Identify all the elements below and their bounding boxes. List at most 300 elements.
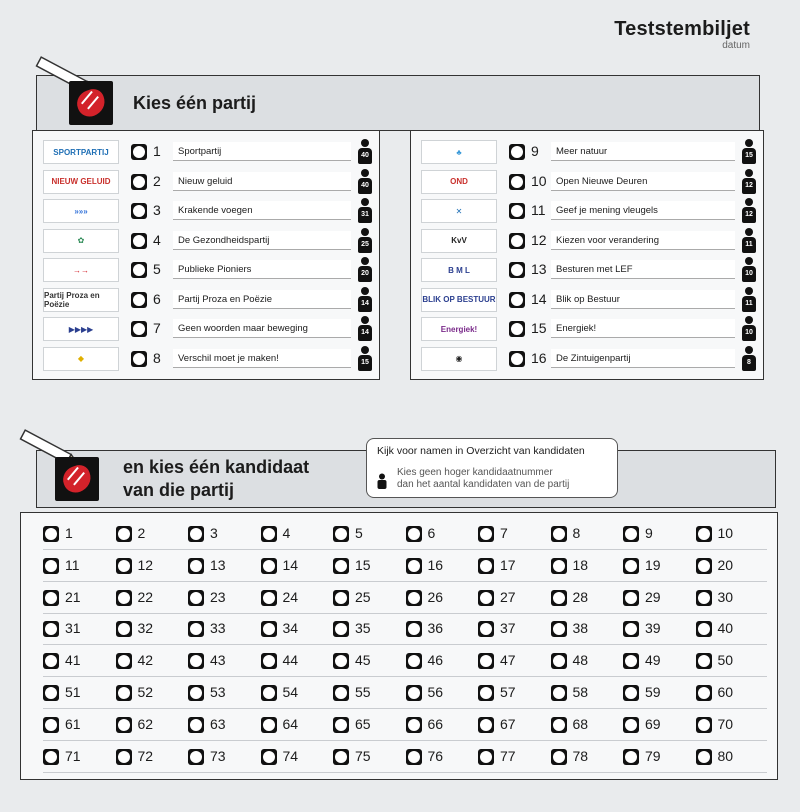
candidate-checkbox[interactable] [261, 653, 277, 669]
candidate-number: 16 [427, 556, 444, 573]
candidate-checkbox[interactable] [406, 653, 422, 669]
candidate-checkbox[interactable] [43, 653, 59, 669]
candidate-number: 1 [65, 525, 73, 541]
candidate-checkbox[interactable] [551, 717, 567, 733]
candidate-heading-line2: van die partij [123, 480, 235, 500]
candidate-checkbox[interactable] [261, 590, 277, 606]
candidate-count-icon [741, 198, 757, 224]
candidate-checkbox[interactable] [116, 653, 132, 669]
candidate-option[interactable] [406, 588, 478, 610]
ballot-date-label: datum [722, 40, 750, 51]
candidate-option[interactable] [551, 619, 623, 641]
party-checkbox[interactable] [131, 203, 147, 219]
candidate-option[interactable] [551, 588, 623, 610]
candidate-checkbox[interactable] [551, 749, 567, 765]
party-number: 12 [531, 231, 547, 248]
candidate-option[interactable] [188, 651, 260, 673]
candidate-checkbox[interactable] [551, 558, 567, 574]
candidate-option[interactable] [261, 715, 333, 737]
party-number: 11 [531, 202, 546, 218]
candidate-option[interactable] [261, 524, 333, 546]
candidate-checkbox[interactable] [116, 685, 132, 701]
candidate-checkbox[interactable] [188, 558, 204, 574]
candidate-number: 29 [645, 588, 661, 605]
candidate-checkbox[interactable] [261, 526, 277, 542]
candidate-count: 15 [358, 355, 372, 371]
party-checkbox[interactable] [509, 321, 525, 337]
candidate-option[interactable] [333, 524, 405, 546]
party-row[interactable] [411, 196, 763, 225]
candidate-number: 27 [500, 588, 516, 605]
candidate-checkbox[interactable] [333, 685, 349, 701]
candidate-checkbox[interactable] [333, 653, 349, 669]
person-head [361, 257, 369, 265]
candidate-checkbox[interactable] [261, 685, 277, 701]
candidate-option[interactable] [188, 715, 260, 737]
candidate-number: 65 [355, 715, 371, 732]
candidate-option[interactable] [261, 619, 333, 641]
candidate-checkbox[interactable] [43, 749, 59, 765]
candidate-count: 10 [742, 266, 756, 282]
party-name: Blik op Bestuur [551, 290, 735, 309]
candidate-checkbox[interactable] [406, 717, 422, 733]
candidate-checkbox[interactable] [478, 717, 494, 733]
candidate-checkbox[interactable] [261, 749, 277, 765]
candidate-option[interactable] [333, 651, 405, 673]
party-row[interactable] [411, 167, 763, 196]
candidate-checkbox[interactable] [43, 590, 59, 606]
candidate-count: 40 [358, 178, 372, 194]
candidate-option[interactable] [551, 556, 623, 578]
party-logo: ♣ [421, 140, 497, 164]
candidate-count: 10 [742, 325, 756, 341]
candidate-number: 10 [717, 525, 734, 541]
party-number: 3 [153, 202, 161, 218]
candidate-checkbox[interactable] [478, 558, 494, 574]
candidate-number: 19 [645, 556, 661, 573]
candidate-number: 2 [137, 525, 146, 541]
candidate-checkbox[interactable] [43, 717, 59, 733]
party-row[interactable] [33, 226, 379, 255]
candidate-option[interactable] [406, 651, 478, 673]
candidate-checkbox[interactable] [188, 653, 204, 669]
party-row[interactable] [33, 344, 379, 373]
party-checkbox[interactable] [509, 144, 525, 160]
candidate-checkbox[interactable] [623, 526, 639, 542]
candidate-option[interactable] [406, 715, 478, 737]
candidate-row [43, 519, 767, 550]
candidate-option[interactable] [116, 556, 188, 578]
party-checkbox[interactable] [509, 203, 525, 219]
candidate-option[interactable] [696, 556, 768, 578]
candidate-number: 32 [137, 620, 154, 637]
party-row[interactable] [33, 196, 379, 225]
candidate-row [43, 551, 767, 582]
candidate-count: 11 [742, 296, 756, 312]
candidate-checkbox[interactable] [116, 717, 132, 733]
candidate-number: 76 [427, 747, 444, 764]
candidate-option[interactable] [188, 556, 260, 578]
candidate-option[interactable] [478, 619, 550, 641]
candidate-option[interactable] [406, 524, 478, 546]
candidate-number: 78 [572, 747, 589, 764]
party-number: 2 [153, 172, 161, 189]
candidate-number: 57 [500, 684, 516, 700]
person-icon [377, 473, 387, 489]
party-row[interactable] [411, 285, 763, 314]
candidate-number: 17 [500, 556, 516, 573]
party-row[interactable] [411, 226, 763, 255]
candidate-number: 40 [717, 620, 734, 637]
candidate-option[interactable] [188, 683, 260, 705]
party-checkbox[interactable] [509, 233, 525, 249]
candidate-checkbox[interactable] [478, 526, 494, 542]
candidate-checkbox[interactable] [623, 621, 639, 637]
candidate-number: 52 [137, 684, 154, 700]
callout-rule [397, 467, 569, 491]
party-number: 4 [153, 231, 161, 248]
candidate-checkbox[interactable] [43, 558, 59, 574]
candidate-number: 55 [355, 684, 371, 700]
candidate-checkbox[interactable] [551, 526, 567, 542]
candidate-number: 20 [717, 556, 734, 573]
party-row[interactable] [411, 137, 763, 166]
party-checkbox[interactable] [131, 321, 147, 337]
candidate-option[interactable] [43, 556, 115, 578]
candidate-option[interactable] [116, 619, 188, 641]
party-name: De Gezondheidspartij [173, 231, 351, 250]
candidate-number: 5 [355, 525, 363, 541]
candidate-option[interactable] [623, 715, 695, 737]
candidate-number: 35 [355, 620, 371, 637]
candidate-checkbox[interactable] [623, 685, 639, 701]
candidate-option[interactable] [188, 619, 260, 641]
candidate-number: 33 [210, 620, 226, 637]
candidate-number: 69 [645, 715, 661, 732]
party-logo: OND [421, 170, 497, 194]
candidate-option[interactable] [696, 588, 768, 610]
candidate-checkbox[interactable] [551, 685, 567, 701]
candidate-option[interactable] [43, 524, 115, 546]
candidate-option[interactable] [43, 619, 115, 641]
party-logo: Partij Proza en Poëzie [43, 288, 119, 312]
person-head [745, 198, 753, 206]
candidate-option[interactable] [333, 715, 405, 737]
candidate-option[interactable] [623, 524, 695, 546]
candidate-number: 62 [137, 715, 154, 732]
party-logo: NIEUW GELUID [43, 170, 119, 194]
candidate-row [43, 646, 767, 677]
candidate-checkbox[interactable] [333, 717, 349, 733]
candidate-option[interactable] [261, 683, 333, 705]
candidate-checkbox[interactable] [116, 558, 132, 574]
person-head [745, 287, 753, 295]
candidate-checkbox[interactable] [623, 749, 639, 765]
candidate-checkbox[interactable] [478, 653, 494, 669]
candidate-checkbox[interactable] [188, 526, 204, 542]
candidate-count: 15 [742, 148, 756, 164]
candidate-checkbox[interactable] [43, 685, 59, 701]
candidate-checkbox[interactable] [406, 685, 422, 701]
party-name: Partij Proza en Poëzie [173, 290, 351, 309]
party-row[interactable] [33, 167, 379, 196]
candidate-number: 66 [427, 715, 444, 732]
candidate-number: 9 [645, 525, 653, 541]
person-head [361, 169, 369, 177]
candidate-count-icon [741, 169, 757, 195]
candidate-checkbox[interactable] [261, 717, 277, 733]
candidate-heading-line1: en kies één kandidaat [123, 457, 310, 477]
candidate-option[interactable] [551, 715, 623, 737]
candidate-count-icon [741, 257, 757, 283]
party-logo: ◉ [421, 347, 497, 371]
candidate-checkbox[interactable] [406, 558, 422, 574]
candidate-checkbox[interactable] [116, 749, 132, 765]
candidate-option[interactable] [623, 556, 695, 578]
party-checkbox[interactable] [131, 351, 147, 367]
candidate-count-icon [741, 346, 757, 372]
candidate-checkbox[interactable] [478, 749, 494, 765]
candidate-option[interactable] [261, 556, 333, 578]
candidate-checkbox[interactable] [406, 621, 422, 637]
candidate-checkbox[interactable] [623, 590, 639, 606]
candidate-checkbox[interactable] [623, 717, 639, 733]
callout-line1: Kijk voor namen in Overzicht van kandidaten [377, 445, 585, 457]
candidate-count-icon [357, 169, 373, 195]
party-logo: ✿ [43, 229, 119, 253]
party-list-left [32, 130, 380, 380]
party-name: Besturen met LEF [551, 260, 735, 279]
candidate-option[interactable] [406, 683, 478, 705]
candidate-checkbox[interactable] [188, 717, 204, 733]
candidate-option[interactable] [43, 715, 115, 737]
candidate-number: 24 [282, 588, 299, 605]
candidate-checkbox[interactable] [478, 685, 494, 701]
candidate-option[interactable] [116, 715, 188, 737]
candidate-option[interactable] [551, 747, 623, 769]
candidate-checkbox[interactable] [188, 685, 204, 701]
candidate-checkbox[interactable] [696, 621, 712, 637]
candidate-option[interactable] [116, 651, 188, 673]
voting-hand-icon [69, 81, 113, 125]
candidate-checkbox[interactable] [188, 590, 204, 606]
party-row[interactable] [411, 255, 763, 284]
person-head [361, 316, 369, 324]
candidate-option[interactable] [696, 683, 768, 705]
party-checkbox[interactable] [131, 144, 147, 160]
candidate-row [43, 742, 767, 773]
candidate-checkbox[interactable] [116, 621, 132, 637]
party-checkbox[interactable] [131, 174, 147, 190]
candidate-checkbox[interactable] [333, 749, 349, 765]
candidate-checkbox[interactable] [696, 717, 712, 733]
candidate-option[interactable] [696, 715, 768, 737]
person-head [361, 139, 369, 147]
candidate-section-heading [123, 456, 309, 502]
candidate-checkbox[interactable] [551, 590, 567, 606]
candidate-checkbox[interactable] [43, 621, 59, 637]
candidate-checkbox[interactable] [478, 621, 494, 637]
candidate-checkbox[interactable] [623, 653, 639, 669]
candidate-option[interactable] [551, 524, 623, 546]
candidate-option[interactable] [478, 747, 550, 769]
candidate-checkbox[interactable] [406, 749, 422, 765]
candidate-checkbox[interactable] [188, 749, 204, 765]
party-number: 8 [153, 349, 161, 366]
party-name: Geen woorden maar beweging [173, 319, 351, 338]
callout-line3: dan het aantal kandidaten van de partij [397, 479, 570, 490]
party-checkbox[interactable] [131, 262, 147, 278]
candidate-option[interactable] [551, 651, 623, 673]
candidate-number: 72 [137, 747, 154, 764]
candidate-option[interactable] [478, 556, 550, 578]
candidate-option[interactable] [623, 651, 695, 673]
candidate-checkbox[interactable] [261, 558, 277, 574]
party-name: Sportpartij [173, 142, 351, 161]
candidate-count-icon [357, 287, 373, 313]
candidate-option[interactable] [43, 588, 115, 610]
candidate-number: 13 [210, 556, 226, 573]
candidate-row [43, 614, 767, 645]
candidate-row [43, 710, 767, 741]
candidate-option[interactable] [333, 588, 405, 610]
candidate-checkbox[interactable] [43, 526, 59, 542]
candidate-option[interactable] [188, 747, 260, 769]
candidate-option[interactable] [623, 619, 695, 641]
candidate-option[interactable] [623, 588, 695, 610]
person-head [745, 316, 753, 324]
candidate-checkbox[interactable] [551, 621, 567, 637]
candidate-option[interactable] [116, 683, 188, 705]
candidate-option[interactable] [551, 683, 623, 705]
candidate-checkbox[interactable] [696, 685, 712, 701]
candidate-number: 54 [282, 684, 299, 700]
party-checkbox[interactable] [509, 351, 525, 367]
candidate-count: 14 [358, 325, 372, 341]
candidate-number: 15 [355, 556, 371, 573]
candidate-checkbox[interactable] [116, 526, 132, 542]
candidate-option[interactable] [623, 683, 695, 705]
candidate-checkbox[interactable] [696, 526, 712, 542]
party-name: Energiek! [551, 319, 735, 338]
candidate-count-icon [357, 198, 373, 224]
candidate-count-icon [357, 139, 373, 165]
candidate-checkbox[interactable] [623, 558, 639, 574]
candidate-option[interactable] [333, 747, 405, 769]
candidate-number: 23 [210, 588, 226, 605]
candidate-option[interactable] [696, 619, 768, 641]
candidate-option[interactable] [261, 588, 333, 610]
candidate-option[interactable] [406, 619, 478, 641]
candidate-count: 40 [358, 148, 372, 164]
party-checkbox[interactable] [509, 262, 525, 278]
party-checkbox[interactable] [131, 233, 147, 249]
candidate-number: 79 [645, 747, 661, 764]
ballot-title: Teststembiljet [614, 18, 750, 40]
candidate-checkbox[interactable] [333, 558, 349, 574]
candidate-option[interactable] [43, 747, 115, 769]
party-row[interactable] [33, 255, 379, 284]
candidate-option[interactable] [406, 556, 478, 578]
candidate-number: 37 [500, 620, 516, 637]
candidate-option[interactable] [116, 588, 188, 610]
candidate-option[interactable] [478, 715, 550, 737]
candidate-option[interactable] [333, 619, 405, 641]
party-checkbox[interactable] [131, 292, 147, 308]
candidate-checkbox[interactable] [406, 526, 422, 542]
candidate-checkbox[interactable] [261, 621, 277, 637]
candidate-option[interactable] [188, 588, 260, 610]
candidate-option[interactable] [696, 524, 768, 546]
candidate-option[interactable] [188, 524, 260, 546]
party-number: 1 [153, 143, 161, 159]
party-checkbox[interactable] [509, 292, 525, 308]
party-checkbox[interactable] [509, 174, 525, 190]
candidate-checkbox[interactable] [406, 590, 422, 606]
candidate-option[interactable] [623, 747, 695, 769]
party-logo: B M L [421, 258, 497, 282]
candidate-checkbox[interactable] [333, 621, 349, 637]
callout-line2: Kies geen hoger kandidaatnummer [397, 467, 553, 478]
candidate-option[interactable] [333, 683, 405, 705]
candidate-number: 53 [210, 684, 226, 700]
candidate-checkbox[interactable] [333, 590, 349, 606]
candidate-checkbox[interactable] [551, 653, 567, 669]
candidate-option[interactable] [478, 524, 550, 546]
candidate-checkbox[interactable] [696, 590, 712, 606]
candidate-option[interactable] [116, 524, 188, 546]
party-name: Verschil moet je maken! [173, 349, 351, 368]
candidate-checkbox[interactable] [696, 653, 712, 669]
candidate-checkbox[interactable] [333, 526, 349, 542]
candidate-option[interactable] [261, 747, 333, 769]
party-row[interactable] [33, 314, 379, 343]
candidate-option[interactable] [261, 651, 333, 673]
candidate-number: 39 [645, 620, 661, 637]
candidate-checkbox[interactable] [696, 749, 712, 765]
candidate-option[interactable] [333, 556, 405, 578]
candidate-option[interactable] [478, 651, 550, 673]
party-row[interactable] [33, 285, 379, 314]
candidate-number: 11 [65, 556, 80, 573]
candidate-option[interactable] [478, 588, 550, 610]
candidate-option[interactable] [478, 683, 550, 705]
party-logo: SPORTPARTIJ [43, 140, 119, 164]
candidate-option[interactable] [43, 651, 115, 673]
candidate-checkbox[interactable] [478, 590, 494, 606]
candidate-number: 46 [427, 652, 444, 669]
party-row[interactable] [411, 314, 763, 343]
party-row[interactable] [411, 344, 763, 373]
candidate-option[interactable] [406, 747, 478, 769]
party-number: 14 [531, 290, 547, 307]
party-name: Open Nieuwe Deuren [551, 172, 735, 191]
candidate-option[interactable] [43, 683, 115, 705]
candidate-option[interactable] [696, 651, 768, 673]
candidate-option[interactable] [116, 747, 188, 769]
candidate-checkbox[interactable] [696, 558, 712, 574]
candidate-number: 38 [572, 620, 589, 637]
candidate-number: 64 [282, 715, 299, 732]
party-number: 16 [531, 349, 547, 366]
candidate-checkbox[interactable] [116, 590, 132, 606]
party-row[interactable] [33, 137, 379, 166]
party-name: Krakende voegen [173, 201, 351, 220]
candidate-number: 43 [210, 652, 226, 669]
candidate-option[interactable] [696, 747, 768, 769]
party-logo: Energiek! [421, 317, 497, 341]
candidate-checkbox[interactable] [188, 621, 204, 637]
